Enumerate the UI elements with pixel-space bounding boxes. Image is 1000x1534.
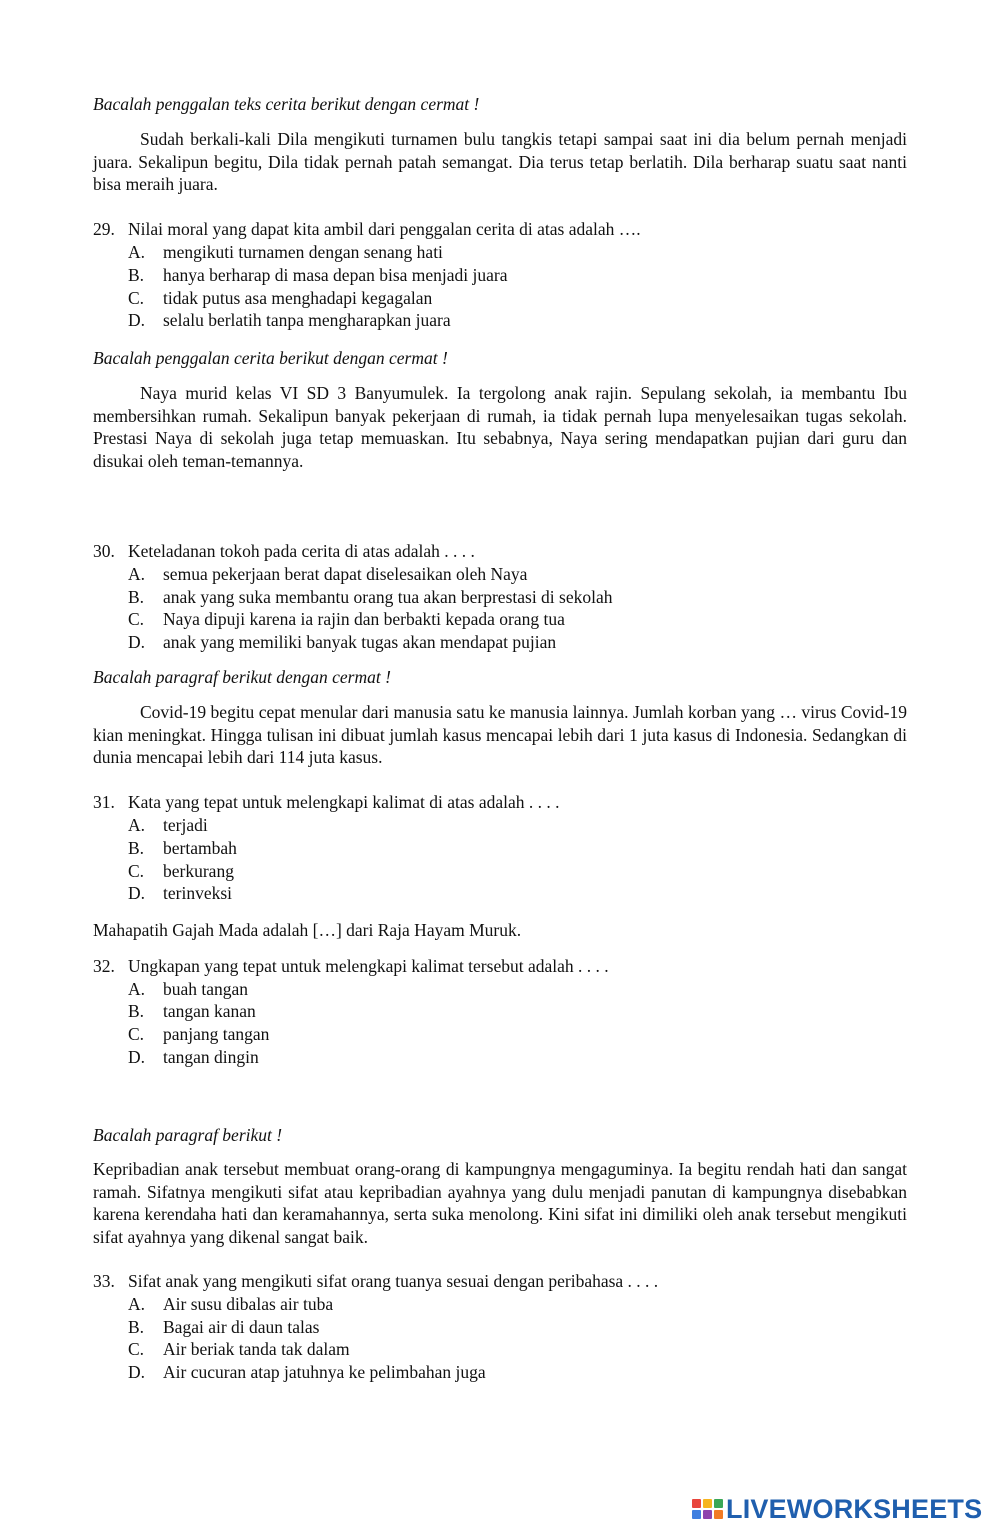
option-letter: B. (128, 1001, 145, 1022)
passage: Covid-19 begitu cepat menular dari manusia satu ke manusia lainnya. Jumlah korban yang … virus Covid-19 kian meningkat. Hingga tulisan ini dibuat jumlah kasus mencapai lebih dari 1 juta kasus di Indonesia. Sedangkan di dunia mencapai lebih dari 114 juta kasus. (93, 701, 907, 768)
option-letter: C. (128, 1024, 145, 1045)
instruction: Bacalah penggalan cerita berikut dengan cermat ! (93, 348, 448, 368)
option-text: berkurang (163, 860, 234, 881)
section-33 (93, 1124, 907, 1384)
question-number: 33. (93, 1270, 115, 1291)
question-text: Sifat anak yang mengikuti sifat orang tuanya sesuai dengan peribahasa . . . . (128, 1270, 659, 1291)
option-letter: C. (128, 609, 145, 630)
section-32 (93, 919, 907, 1069)
option-letter: A. (128, 1293, 146, 1314)
option-text: tidak putus asa menghadapi kegagalan (163, 287, 433, 308)
option-text: Air cucuran atap jatuhnya ke pelimbahan juga (163, 1362, 486, 1383)
option-text: Bagai air di daun talas (163, 1316, 320, 1337)
instruction: Bacalah paragraf berikut ! (93, 1125, 283, 1145)
option-letter: A. (128, 978, 146, 999)
option-d[interactable] (93, 309, 907, 332)
option-text: terjadi (163, 814, 208, 835)
option-c[interactable] (93, 287, 907, 310)
option-text: bertambah (163, 837, 237, 858)
question-33 (93, 1270, 907, 1384)
logo-square (703, 1499, 712, 1508)
section-29 (93, 93, 907, 332)
option-c[interactable] (93, 608, 907, 631)
question-text: Nilai moral yang dapat kita ambil dari penggalan cerita di atas adalah …. (128, 219, 641, 240)
section-30 (93, 540, 907, 654)
section-31 (93, 666, 907, 905)
question-30 (93, 540, 907, 654)
option-text: tangan dingin (163, 1046, 259, 1067)
question-32 (93, 955, 907, 1069)
option-text: anak yang suka membantu orang tua akan berprestasi di sekolah (163, 586, 613, 607)
option-text: Air beriak tanda tak dalam (163, 1339, 350, 1360)
question-number: 30. (93, 541, 115, 561)
option-text: hanya berharap di masa depan bisa menjadi juara (163, 264, 508, 285)
option-letter: D. (128, 1046, 146, 1067)
option-a[interactable] (93, 563, 907, 586)
passage: Naya murid kelas VI SD 3 Banyumulek. Ia tergolong anak rajin. Sepulang sekolah, ia membantu Ibu membersihkan rumah. Sekalipun banyak pekerjaan di rumah, ia tidak pernah lupa menyelesaikan tugas sekolah. Prestasi Naya di sekolah juga tetap memuaskan. Itu sebabnya, Naya sering mendapatkan pujian dari guru dan disukai oleh teman-temannya. (93, 382, 907, 472)
instruction: Bacalah penggalan teks cerita berikut dengan cermat ! (93, 94, 480, 114)
option-text: Naya dipuji karena ia rajin dan berbakti kepada orang tua (163, 609, 565, 630)
logo-square (692, 1499, 701, 1508)
option-letter: B. (128, 1316, 145, 1337)
question-text: Keteladanan tokoh pada cerita di atas adalah . . . . (128, 541, 475, 561)
option-text: anak yang memiliki banyak tugas akan mendapat pujian (163, 632, 557, 653)
option-text: buah tangan (163, 978, 249, 999)
option-d[interactable] (93, 1046, 907, 1069)
option-d[interactable] (93, 631, 907, 654)
option-c[interactable] (93, 860, 907, 883)
option-b[interactable] (93, 264, 907, 287)
option-letter: C. (128, 287, 145, 308)
option-text: mengikuti turnamen dengan senang hati (163, 241, 443, 262)
question-number: 32. (93, 955, 115, 976)
option-text: tangan kanan (163, 1001, 256, 1022)
logo-square (703, 1510, 712, 1519)
logo-square (692, 1510, 701, 1519)
logo-square (714, 1510, 723, 1519)
option-letter: D. (128, 310, 146, 331)
option-letter: D. (128, 883, 146, 904)
option-a[interactable] (93, 241, 907, 264)
option-a[interactable] (93, 1293, 907, 1316)
question-number: 31. (93, 792, 115, 813)
section-30-passage (93, 347, 907, 473)
option-letter: B. (128, 586, 145, 607)
option-letter: B. (128, 837, 145, 858)
option-a[interactable] (93, 814, 907, 837)
option-letter: C. (128, 860, 145, 881)
option-b[interactable] (93, 1000, 907, 1023)
logo-square (714, 1499, 723, 1508)
option-c[interactable] (93, 1338, 907, 1361)
option-text: Air susu dibalas air tuba (163, 1293, 334, 1314)
option-d[interactable] (93, 1361, 907, 1384)
option-text: panjang tangan (163, 1024, 270, 1045)
option-text: selalu berlatih tanpa mengharapkan juara (163, 310, 451, 331)
option-c[interactable] (93, 1023, 907, 1046)
option-b[interactable] (93, 586, 907, 609)
question-text: Ungkapan yang tepat untuk melengkapi kalimat tersebut adalah . . . . (128, 955, 609, 976)
option-letter: A. (128, 814, 146, 835)
option-b[interactable] (93, 837, 907, 860)
passage: Kepribadian anak tersebut membuat orang-orang di kampungnya mengaguminya. Ia begitu rendah hati dan sangat ramah. Sifatnya mengikuti sifat atau kepribadian ayahnya yang dulu menjadi panutan di kampungnya disebabkan karena kerendaha hati dan keramahannya, serta suka menolong. Kini sifat ini dimiliki oleh anak tersebut mengikuti sifat ayahnya yang dikenal sangat baik. (93, 1158, 907, 1248)
option-text: terinveksi (163, 883, 233, 904)
option-d[interactable] (93, 882, 907, 905)
option-letter: D. (128, 632, 146, 653)
question-text: Kata yang tepat untuk melengkapi kalimat di atas adalah . . . . (128, 792, 560, 813)
liveworksheets-logo-icon (692, 1499, 723, 1519)
question-29 (93, 218, 907, 332)
option-letter: C. (128, 1339, 145, 1360)
instruction: Bacalah paragraf berikut dengan cermat ! (93, 667, 391, 687)
option-a[interactable] (93, 978, 907, 1001)
option-text: semua pekerjaan berat dapat diselesaikan oleh Naya (163, 563, 528, 584)
option-letter: B. (128, 264, 145, 285)
option-letter: D. (128, 1362, 146, 1383)
option-letter: A. (128, 563, 146, 584)
option-b[interactable] (93, 1316, 907, 1339)
option-letter: A. (128, 241, 146, 262)
question-number: 29. (93, 219, 115, 240)
logo-text: LIVEWORKSHEETS (726, 1493, 983, 1524)
passage: Sudah berkali-kali Dila mengikuti turnamen bulu tangkis tetapi sampai saat ini dia belum pernah menjadi juara. Sekalipun begitu, Dila tidak pernah patah semangat. Dia terus tetap berlatih. Dila berharap suatu saat nanti bisa meraih juara. (93, 128, 907, 195)
liveworksheets-logo (692, 1495, 982, 1523)
statement: Mahapatih Gajah Mada adalah […] dari Raja Hayam Muruk. (93, 920, 522, 940)
question-31 (93, 791, 907, 905)
